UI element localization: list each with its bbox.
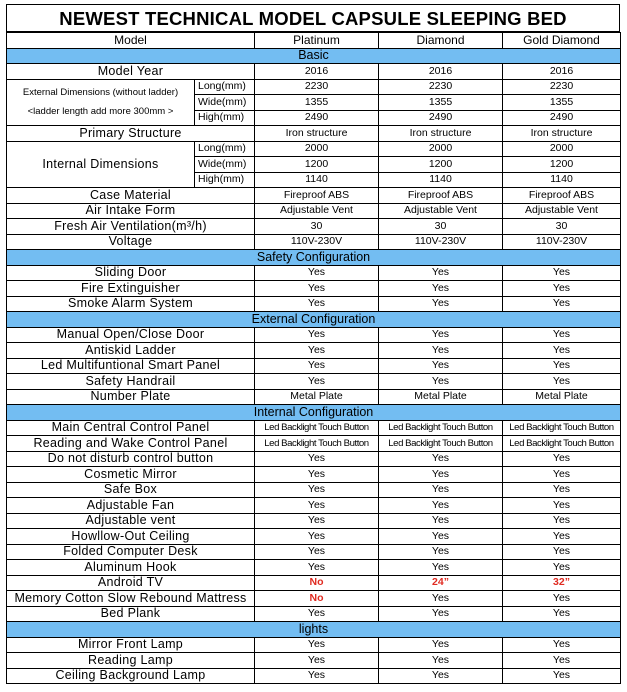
table-row bbox=[7, 482, 621, 498]
page-title: NEWEST TECHNICAL MODEL CAPSULE SLEEPING BED bbox=[6, 4, 620, 32]
cell: Yes bbox=[503, 482, 621, 498]
row-label: Primary Structure bbox=[7, 126, 255, 142]
table-row bbox=[7, 203, 621, 219]
table-row bbox=[7, 219, 621, 235]
table-row bbox=[7, 358, 621, 374]
cell: Yes bbox=[379, 467, 503, 483]
cell: Yes bbox=[503, 606, 621, 622]
cell: Yes bbox=[503, 265, 621, 281]
cell: 2490 bbox=[255, 110, 379, 126]
cell: Yes bbox=[255, 296, 379, 312]
cell: Yes bbox=[255, 513, 379, 529]
cell: Yes bbox=[255, 343, 379, 359]
ext-dims-line1: External Dimensions (without ladder) bbox=[22, 87, 179, 99]
cell: Yes bbox=[379, 591, 503, 607]
cell: Yes bbox=[255, 637, 379, 653]
cell: Yes bbox=[503, 591, 621, 607]
cell: Yes bbox=[379, 513, 503, 529]
cell: Yes bbox=[379, 281, 503, 297]
row-label: Air Intake Form bbox=[7, 203, 255, 219]
cell: Yes bbox=[379, 560, 503, 576]
cell: 1355 bbox=[379, 95, 503, 111]
cell: Led Backlight Touch Button bbox=[379, 420, 503, 436]
cell: 24” bbox=[379, 575, 503, 591]
cell: Yes bbox=[379, 265, 503, 281]
row-label: Antiskid Ladder bbox=[7, 343, 255, 359]
sub-label: High(mm) bbox=[195, 110, 255, 126]
cell: Metal Plate bbox=[503, 389, 621, 405]
section-external bbox=[7, 312, 621, 328]
row-label: Case Material bbox=[7, 188, 255, 204]
cell: Yes bbox=[255, 374, 379, 390]
cell: 2230 bbox=[379, 79, 503, 95]
spec-table bbox=[6, 32, 621, 684]
sub-label: High(mm) bbox=[195, 172, 255, 188]
row-label: Safety Handrail bbox=[7, 374, 255, 390]
row-label: Android TV bbox=[7, 575, 255, 591]
cell: Metal Plate bbox=[379, 389, 503, 405]
cell: Led Backlight Touch Button bbox=[255, 420, 379, 436]
section-internal bbox=[7, 405, 621, 421]
table-row bbox=[7, 637, 621, 653]
cell: 32” bbox=[503, 575, 621, 591]
table-row bbox=[7, 575, 621, 591]
cell: 1200 bbox=[503, 157, 621, 173]
row-label: Do not disturb control button bbox=[7, 451, 255, 467]
cell: Yes bbox=[379, 653, 503, 669]
cell: 1355 bbox=[255, 95, 379, 111]
cell: Yes bbox=[379, 296, 503, 312]
cell: Yes bbox=[255, 358, 379, 374]
row-label: Mirror Front Lamp bbox=[7, 637, 255, 653]
row-label: Reading and Wake Control Panel bbox=[7, 436, 255, 452]
section-title: External Configuration bbox=[7, 312, 621, 328]
table-row bbox=[7, 188, 621, 204]
cell: 2000 bbox=[503, 141, 621, 157]
section-basic bbox=[7, 48, 621, 64]
table-row bbox=[7, 79, 621, 95]
table-row bbox=[7, 591, 621, 607]
cell: Yes bbox=[503, 560, 621, 576]
header-col: Gold Diamond bbox=[503, 33, 621, 49]
table-row bbox=[7, 606, 621, 622]
cell: Yes bbox=[503, 513, 621, 529]
cell: 2230 bbox=[255, 79, 379, 95]
sub-label: Wide(mm) bbox=[195, 157, 255, 173]
basic-rows bbox=[7, 188, 621, 250]
cell: Yes bbox=[503, 653, 621, 669]
section-title: lights bbox=[7, 622, 621, 638]
cell: Yes bbox=[503, 374, 621, 390]
table-row bbox=[7, 653, 621, 669]
cell: Yes bbox=[503, 668, 621, 684]
cell: 1200 bbox=[379, 157, 503, 173]
row-label: Reading Lamp bbox=[7, 653, 255, 669]
external-rows bbox=[7, 327, 621, 405]
cell: No bbox=[255, 591, 379, 607]
cell: 1200 bbox=[255, 157, 379, 173]
cell: 2016 bbox=[503, 64, 621, 80]
row-label: Folded Computer Desk bbox=[7, 544, 255, 560]
cell: Yes bbox=[503, 281, 621, 297]
row-label: Manual Open/Close Door bbox=[7, 327, 255, 343]
cell: Yes bbox=[379, 327, 503, 343]
lights-rows bbox=[7, 637, 621, 684]
table-row bbox=[7, 498, 621, 514]
cell: Yes bbox=[503, 467, 621, 483]
table-row bbox=[7, 544, 621, 560]
cell: Led Backlight Touch Button bbox=[255, 436, 379, 452]
cell: Led Backlight Touch Button bbox=[503, 436, 621, 452]
safety-rows bbox=[7, 265, 621, 312]
cell: 2490 bbox=[379, 110, 503, 126]
cell: Yes bbox=[379, 637, 503, 653]
cell: 110V-230V bbox=[503, 234, 621, 250]
table-row bbox=[7, 513, 621, 529]
row-label: Ceiling Background Lamp bbox=[7, 668, 255, 684]
sub-label: Long(mm) bbox=[195, 141, 255, 157]
cell: Yes bbox=[379, 374, 503, 390]
cell: Yes bbox=[503, 296, 621, 312]
cell: 2000 bbox=[379, 141, 503, 157]
row-label: Aluminum Hook bbox=[7, 560, 255, 576]
cell: Yes bbox=[255, 281, 379, 297]
section-lights bbox=[7, 622, 621, 638]
cell: Yes bbox=[255, 653, 379, 669]
table-row bbox=[7, 374, 621, 390]
cell: Yes bbox=[379, 544, 503, 560]
cell: 2000 bbox=[255, 141, 379, 157]
cell: 2016 bbox=[379, 64, 503, 80]
cell: Yes bbox=[503, 498, 621, 514]
cell: Yes bbox=[255, 467, 379, 483]
cell: Yes bbox=[255, 544, 379, 560]
table-row bbox=[7, 327, 621, 343]
cell: 2016 bbox=[255, 64, 379, 80]
header-col: Platinum bbox=[255, 33, 379, 49]
table-row bbox=[7, 281, 621, 297]
section-title: Safety Configuration bbox=[7, 250, 621, 266]
table-row bbox=[7, 389, 621, 405]
row-label: Adjustable vent bbox=[7, 513, 255, 529]
cell: Adjustable Vent bbox=[503, 203, 621, 219]
table-row bbox=[7, 126, 621, 142]
cell: Iron structure bbox=[255, 126, 379, 142]
cell: Yes bbox=[255, 560, 379, 576]
cell: 30 bbox=[503, 219, 621, 235]
cell: 1140 bbox=[503, 172, 621, 188]
cell: Yes bbox=[379, 498, 503, 514]
internal-rows bbox=[7, 420, 621, 622]
row-label: Voltage bbox=[7, 234, 255, 250]
table-row bbox=[7, 560, 621, 576]
cell: Yes bbox=[255, 606, 379, 622]
cell: Yes bbox=[379, 606, 503, 622]
cell: Yes bbox=[503, 358, 621, 374]
cell: Led Backlight Touch Button bbox=[379, 436, 503, 452]
cell: 30 bbox=[379, 219, 503, 235]
section-safety bbox=[7, 250, 621, 266]
cell: Yes bbox=[255, 482, 379, 498]
cell: 1140 bbox=[255, 172, 379, 188]
cell: Yes bbox=[503, 327, 621, 343]
cell: Fireproof ABS bbox=[503, 188, 621, 204]
row-label: Memory Cotton Slow Rebound Mattress bbox=[7, 591, 255, 607]
row-label: Main Central Control Panel bbox=[7, 420, 255, 436]
header-model: Model bbox=[7, 33, 255, 49]
cell: 1355 bbox=[503, 95, 621, 111]
table-row bbox=[7, 265, 621, 281]
sub-label: Long(mm) bbox=[195, 79, 255, 95]
row-label: Smoke Alarm System bbox=[7, 296, 255, 312]
row-label: Led Multifuntional Smart Panel bbox=[7, 358, 255, 374]
cell: Iron structure bbox=[379, 126, 503, 142]
cell: Yes bbox=[379, 529, 503, 545]
cell: Iron structure bbox=[503, 126, 621, 142]
cell: Fireproof ABS bbox=[255, 188, 379, 204]
table-row bbox=[7, 436, 621, 452]
table-row bbox=[7, 234, 621, 250]
cell: Metal Plate bbox=[255, 389, 379, 405]
row-label: Safe Box bbox=[7, 482, 255, 498]
row-label: Number Plate bbox=[7, 389, 255, 405]
cell: Yes bbox=[255, 529, 379, 545]
cell: Yes bbox=[379, 451, 503, 467]
table-row bbox=[7, 343, 621, 359]
row-label: Fire Extinguisher bbox=[7, 281, 255, 297]
sub-label: Wide(mm) bbox=[195, 95, 255, 111]
row-label: Howllow-Out Ceiling bbox=[7, 529, 255, 545]
cell: Yes bbox=[379, 358, 503, 374]
cell: Adjustable Vent bbox=[379, 203, 503, 219]
cell: 30 bbox=[255, 219, 379, 235]
cell: Yes bbox=[503, 637, 621, 653]
cell: Fireproof ABS bbox=[379, 188, 503, 204]
cell: Yes bbox=[503, 544, 621, 560]
cell: Yes bbox=[379, 482, 503, 498]
row-label: Fresh Air Ventilation(m³/h) bbox=[7, 219, 255, 235]
cell: Yes bbox=[255, 498, 379, 514]
header-col: Diamond bbox=[379, 33, 503, 49]
cell: 110V-230V bbox=[255, 234, 379, 250]
cell: 2230 bbox=[503, 79, 621, 95]
header-row bbox=[7, 33, 621, 49]
cell: Yes bbox=[503, 451, 621, 467]
cell: No bbox=[255, 575, 379, 591]
cell: 1140 bbox=[379, 172, 503, 188]
table-row bbox=[7, 451, 621, 467]
cell: Yes bbox=[503, 343, 621, 359]
row-label: Sliding Door bbox=[7, 265, 255, 281]
table-row bbox=[7, 141, 621, 157]
row-label: Adjustable Fan bbox=[7, 498, 255, 514]
table-row bbox=[7, 668, 621, 684]
cell: Yes bbox=[255, 327, 379, 343]
ext-dims-line2: <ladder length add more 300mm > bbox=[27, 106, 174, 118]
cell: Yes bbox=[255, 451, 379, 467]
cell: Yes bbox=[379, 668, 503, 684]
cell: Adjustable Vent bbox=[255, 203, 379, 219]
ext-dims-label bbox=[7, 79, 195, 126]
table-row bbox=[7, 467, 621, 483]
cell: 2490 bbox=[503, 110, 621, 126]
table-row bbox=[7, 296, 621, 312]
cell: 110V-230V bbox=[379, 234, 503, 250]
cell: Yes bbox=[503, 529, 621, 545]
table-row bbox=[7, 64, 621, 80]
row-label: Model Year bbox=[7, 64, 255, 80]
row-label: Bed Plank bbox=[7, 606, 255, 622]
section-title: Basic bbox=[7, 48, 621, 64]
section-title: Internal Configuration bbox=[7, 405, 621, 421]
cell: Led Backlight Touch Button bbox=[503, 420, 621, 436]
row-label: Cosmetic Mirror bbox=[7, 467, 255, 483]
cell: Yes bbox=[379, 343, 503, 359]
int-dims-label: Internal Dimensions bbox=[7, 141, 195, 188]
table-row bbox=[7, 420, 621, 436]
table-row bbox=[7, 529, 621, 545]
cell: Yes bbox=[255, 265, 379, 281]
cell: Yes bbox=[255, 668, 379, 684]
